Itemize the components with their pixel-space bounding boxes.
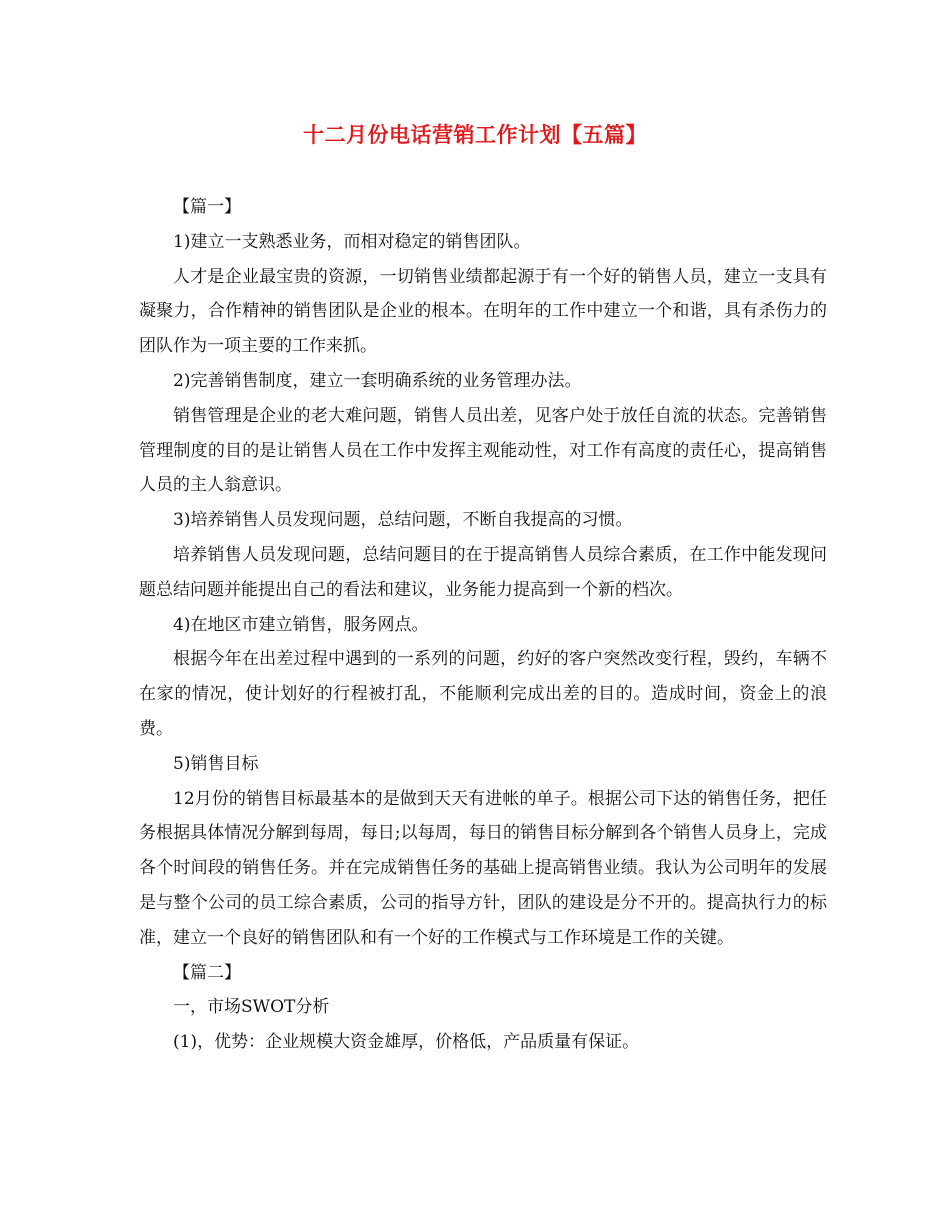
list-item-heading: 5)销售目标: [173, 753, 259, 774]
section-heading: 【篇一】: [173, 197, 241, 217]
paragraph: 人才是企业最宝贵的资源，一切销售业绩都起源于有一个好的销售人员，建立一支具有凝聚力，合作精神的销售团队是企业的根本。在明年的工作中建立一个和谐，具有杀伤力的团队作为一项主要的工作来抓。: [139, 266, 827, 357]
section-heading: 【篇二】: [173, 962, 241, 983]
document-body: [139, 190, 827, 1060]
paragraph: 根据今年在出差过程中遇到的一系列的问题，约好的客户突然改变行程，毁约，车辆不在家的情况，使计划好的行程被打乱，不能顺利完成出差的目的。造成时间，资金上的浪费。: [139, 649, 827, 739]
paragraph: (1)，优势：企业规模大资金雄厚，价格低，产品质量有保证。: [173, 1032, 640, 1053]
paragraph: 培养销售人员发现问题，总结问题目的在于提高销售人员综合素质，在工作中能发现问题总结问题并能提出自己的看法和建议，业务能力提高到一个新的档次。: [139, 544, 827, 600]
list-item-heading: 1)建立一支熟悉业务，而相对稳定的销售团队。: [173, 231, 531, 252]
list-item-heading: 一，市场SWOT分析: [173, 997, 330, 1018]
list-item-heading: 4)在地区市建立销售，服务网点。: [173, 614, 429, 635]
paragraph: 销售管理是企业的老大难问题，销售人员出差，见客户处于放任自流的状态。完善销售管理制度的目的是让销售人员在工作中发挥主观能动性，对工作有高度的责任心，提高销售人员的主人翁意识。: [139, 405, 827, 496]
list-item-heading: 2)完善销售制度，建立一套明确系统的业务管理办法。: [173, 370, 582, 391]
document-title: 十二月份电话营销工作计划【五篇】: [303, 122, 647, 147]
paragraph: 12月份的销售目标最基本的是做到天天有进帐的单子。根据公司下达的销售任务，把任务根据具体情况分解到每周，每日;以每周，每日的销售目标分解到各个销售人员身上，完成各个时间段的销售任务。并在完成销售任务的基础上提高销售业绩。我认为公司明年的发展是与整个公司的员工综合素质，公司的指导方针，团队的建设是分不开的。提高执行力的标准，建立一个良好的销售团队和有一个好的工作模式与工作环境是工作的关键。: [139, 788, 827, 948]
list-item-heading: 3)培养销售人员发现问题，总结问题，不断自我提高的习惯。: [173, 510, 633, 531]
